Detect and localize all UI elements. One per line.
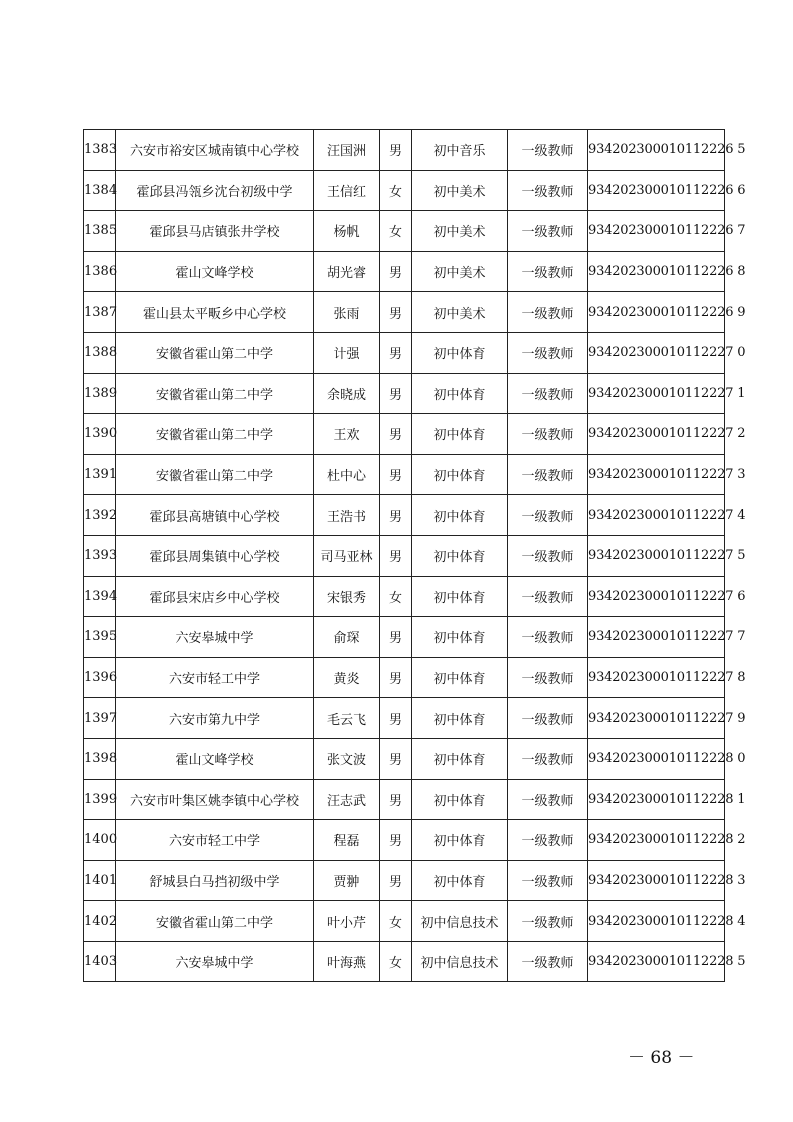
teacher-name-cell: 叶小芹	[314, 901, 380, 942]
table-row	[84, 130, 725, 171]
gender-cell: 女	[380, 211, 412, 252]
school-cell: 六安市叶集区姚李镇中心学校	[116, 779, 314, 820]
subject-cell: 初中美术	[412, 251, 508, 292]
teacher-name-cell: 汪志武	[314, 779, 380, 820]
table-row	[84, 211, 725, 252]
title-cell: 一级教师	[508, 698, 588, 739]
serial-number-cell: 1384	[84, 170, 116, 211]
gender-cell: 男	[380, 698, 412, 739]
gender-cell: 女	[380, 901, 412, 942]
roster-body	[84, 130, 746, 982]
subject-cell: 初中体育	[412, 860, 508, 901]
certificate-number-cell: 934202300010112228 3	[588, 860, 725, 901]
subject-cell: 初中美术	[412, 170, 508, 211]
serial-number-cell: 1383	[84, 130, 116, 171]
subject-cell: 初中体育	[412, 779, 508, 820]
school-cell: 霍山文峰学校	[116, 251, 314, 292]
gender-cell: 男	[380, 495, 412, 536]
title-cell: 一级教师	[508, 617, 588, 658]
table-row	[84, 454, 725, 495]
subject-cell: 初中体育	[412, 738, 508, 779]
table-row	[84, 251, 725, 292]
school-cell: 六安市裕安区城南镇中心学校	[116, 130, 314, 171]
serial-number-cell: 1387	[84, 292, 116, 333]
certificate-number-cell: 934202300010112227 7	[588, 617, 725, 658]
teacher-name-cell: 黄炎	[314, 657, 380, 698]
table-row	[84, 535, 725, 576]
school-cell: 霍山县太平畈乡中心学校	[116, 292, 314, 333]
title-cell: 一级教师	[508, 901, 588, 942]
title-cell: 一级教师	[508, 576, 588, 617]
teacher-name-cell: 张文波	[314, 738, 380, 779]
school-cell: 六安市轻工中学	[116, 657, 314, 698]
subject-cell: 初中体育	[412, 495, 508, 536]
subject-cell: 初中体育	[412, 454, 508, 495]
subject-cell: 初中体育	[412, 657, 508, 698]
certificate-number-cell: 934202300010112227 0	[588, 332, 725, 373]
gender-cell: 男	[380, 414, 412, 455]
teacher-name-cell: 司马亚林	[314, 535, 380, 576]
gender-cell: 男	[380, 332, 412, 373]
subject-cell: 初中美术	[412, 211, 508, 252]
school-cell: 霍邱县高塘镇中心学校	[116, 495, 314, 536]
teacher-name-cell: 张雨	[314, 292, 380, 333]
title-cell: 一级教师	[508, 170, 588, 211]
certificate-number-cell: 934202300010112228 0	[588, 738, 725, 779]
gender-cell: 男	[380, 657, 412, 698]
certificate-number-cell: 934202300010112227 5	[588, 535, 725, 576]
gender-cell: 男	[380, 251, 412, 292]
serial-number-cell: 1393	[84, 535, 116, 576]
title-cell: 一级教师	[508, 211, 588, 252]
teacher-roster-table	[83, 129, 746, 982]
certificate-number-cell: 934202300010112226 6	[588, 170, 725, 211]
title-cell: 一级教师	[508, 820, 588, 861]
school-cell: 安徽省霍山第二中学	[116, 414, 314, 455]
serial-number-cell: 1385	[84, 211, 116, 252]
school-cell: 霍邱县冯瓴乡沈台初级中学	[116, 170, 314, 211]
title-cell: 一级教师	[508, 130, 588, 171]
gender-cell: 女	[380, 576, 412, 617]
certificate-number-cell: 934202300010112228 2	[588, 820, 725, 861]
subject-cell: 初中美术	[412, 292, 508, 333]
title-cell: 一级教师	[508, 941, 588, 982]
subject-cell: 初中体育	[412, 535, 508, 576]
certificate-number-cell: 934202300010112226 9	[588, 292, 725, 333]
table-row	[84, 820, 725, 861]
table-row	[84, 414, 725, 455]
certificate-number-cell: 934202300010112227 8	[588, 657, 725, 698]
serial-number-cell: 1403	[84, 941, 116, 982]
title-cell: 一级教师	[508, 860, 588, 901]
school-cell: 安徽省霍山第二中学	[116, 454, 314, 495]
gender-cell: 男	[380, 130, 412, 171]
certificate-number-cell: 934202300010112227 2	[588, 414, 725, 455]
serial-number-cell: 1399	[84, 779, 116, 820]
certificate-number-cell: 934202300010112226 5	[588, 130, 725, 171]
subject-cell: 初中信息技术	[412, 901, 508, 942]
school-cell: 六安市轻工中学	[116, 820, 314, 861]
subject-cell: 初中体育	[412, 698, 508, 739]
school-cell: 六安皋城中学	[116, 941, 314, 982]
title-cell: 一级教师	[508, 495, 588, 536]
certificate-number-cell: 934202300010112226 7	[588, 211, 725, 252]
serial-number-cell: 1397	[84, 698, 116, 739]
subject-cell: 初中体育	[412, 373, 508, 414]
serial-number-cell: 1402	[84, 901, 116, 942]
certificate-number-cell: 934202300010112227 1	[588, 373, 725, 414]
serial-number-cell: 1388	[84, 332, 116, 373]
school-cell: 六安皋城中学	[116, 617, 314, 658]
serial-number-cell: 1391	[84, 454, 116, 495]
table-row	[84, 738, 725, 779]
school-cell: 舒城县白马挡初级中学	[116, 860, 314, 901]
teacher-name-cell: 杜中心	[314, 454, 380, 495]
certificate-number-cell: 934202300010112228 4	[588, 901, 725, 942]
title-cell: 一级教师	[508, 657, 588, 698]
table-row	[84, 941, 725, 982]
teacher-name-cell: 叶海燕	[314, 941, 380, 982]
title-cell: 一级教师	[508, 373, 588, 414]
table-row	[84, 576, 725, 617]
table-row	[84, 860, 725, 901]
certificate-number-cell: 934202300010112227 4	[588, 495, 725, 536]
school-cell: 霍邱县马店镇张井学校	[116, 211, 314, 252]
teacher-name-cell: 杨帆	[314, 211, 380, 252]
table-row	[84, 495, 725, 536]
certificate-number-cell: 934202300010112226 8	[588, 251, 725, 292]
serial-number-cell: 1400	[84, 820, 116, 861]
teacher-name-cell: 计强	[314, 332, 380, 373]
serial-number-cell: 1389	[84, 373, 116, 414]
school-cell: 六安市第九中学	[116, 698, 314, 739]
teacher-name-cell: 胡光睿	[314, 251, 380, 292]
title-cell: 一级教师	[508, 332, 588, 373]
subject-cell: 初中体育	[412, 332, 508, 373]
certificate-number-cell: 934202300010112228 1	[588, 779, 725, 820]
table-row	[84, 332, 725, 373]
serial-number-cell: 1390	[84, 414, 116, 455]
title-cell: 一级教师	[508, 251, 588, 292]
teacher-name-cell: 俞琛	[314, 617, 380, 658]
school-cell: 霍邱县宋店乡中心学校	[116, 576, 314, 617]
gender-cell: 男	[380, 454, 412, 495]
school-cell: 安徽省霍山第二中学	[116, 332, 314, 373]
school-cell: 安徽省霍山第二中学	[116, 901, 314, 942]
serial-number-cell: 1392	[84, 495, 116, 536]
gender-cell: 女	[380, 170, 412, 211]
subject-cell: 初中体育	[412, 820, 508, 861]
teacher-name-cell: 宋银秀	[314, 576, 380, 617]
table-row	[84, 617, 725, 658]
title-cell: 一级教师	[508, 535, 588, 576]
gender-cell: 男	[380, 373, 412, 414]
teacher-name-cell: 程磊	[314, 820, 380, 861]
certificate-number-cell: 934202300010112227 9	[588, 698, 725, 739]
teacher-name-cell: 汪国洲	[314, 130, 380, 171]
certificate-number-cell: 934202300010112227 6	[588, 576, 725, 617]
subject-cell: 初中信息技术	[412, 941, 508, 982]
title-cell: 一级教师	[508, 779, 588, 820]
teacher-name-cell: 贾翀	[314, 860, 380, 901]
gender-cell: 男	[380, 860, 412, 901]
title-cell: 一级教师	[508, 454, 588, 495]
table-row	[84, 779, 725, 820]
serial-number-cell: 1386	[84, 251, 116, 292]
gender-cell: 男	[380, 617, 412, 658]
table-row	[84, 657, 725, 698]
certificate-number-cell: 934202300010112228 5	[588, 941, 725, 982]
gender-cell: 男	[380, 820, 412, 861]
school-cell: 安徽省霍山第二中学	[116, 373, 314, 414]
teacher-name-cell: 余晓成	[314, 373, 380, 414]
teacher-name-cell: 王信红	[314, 170, 380, 211]
table-row	[84, 698, 725, 739]
school-cell: 霍邱县周集镇中心学校	[116, 535, 314, 576]
title-cell: 一级教师	[508, 414, 588, 455]
gender-cell: 男	[380, 292, 412, 333]
school-cell: 霍山文峰学校	[116, 738, 314, 779]
title-cell: 一级教师	[508, 292, 588, 333]
serial-number-cell: 1398	[84, 738, 116, 779]
serial-number-cell: 1394	[84, 576, 116, 617]
gender-cell: 女	[380, 941, 412, 982]
serial-number-cell: 1396	[84, 657, 116, 698]
serial-number-cell: 1401	[84, 860, 116, 901]
table-row	[84, 901, 725, 942]
certificate-number-cell: 934202300010112227 3	[588, 454, 725, 495]
subject-cell: 初中体育	[412, 576, 508, 617]
serial-number-cell: 1395	[84, 617, 116, 658]
subject-cell: 初中体育	[412, 414, 508, 455]
gender-cell: 男	[380, 535, 412, 576]
title-cell: 一级教师	[508, 738, 588, 779]
subject-cell: 初中音乐	[412, 130, 508, 171]
gender-cell: 男	[380, 779, 412, 820]
page-number: － 68 －	[628, 1048, 695, 1068]
table-row	[84, 292, 725, 333]
subject-cell: 初中体育	[412, 617, 508, 658]
table-row	[84, 170, 725, 211]
teacher-name-cell: 王欢	[314, 414, 380, 455]
gender-cell: 男	[380, 738, 412, 779]
teacher-name-cell: 毛云飞	[314, 698, 380, 739]
teacher-name-cell: 王浩书	[314, 495, 380, 536]
table-row	[84, 373, 725, 414]
